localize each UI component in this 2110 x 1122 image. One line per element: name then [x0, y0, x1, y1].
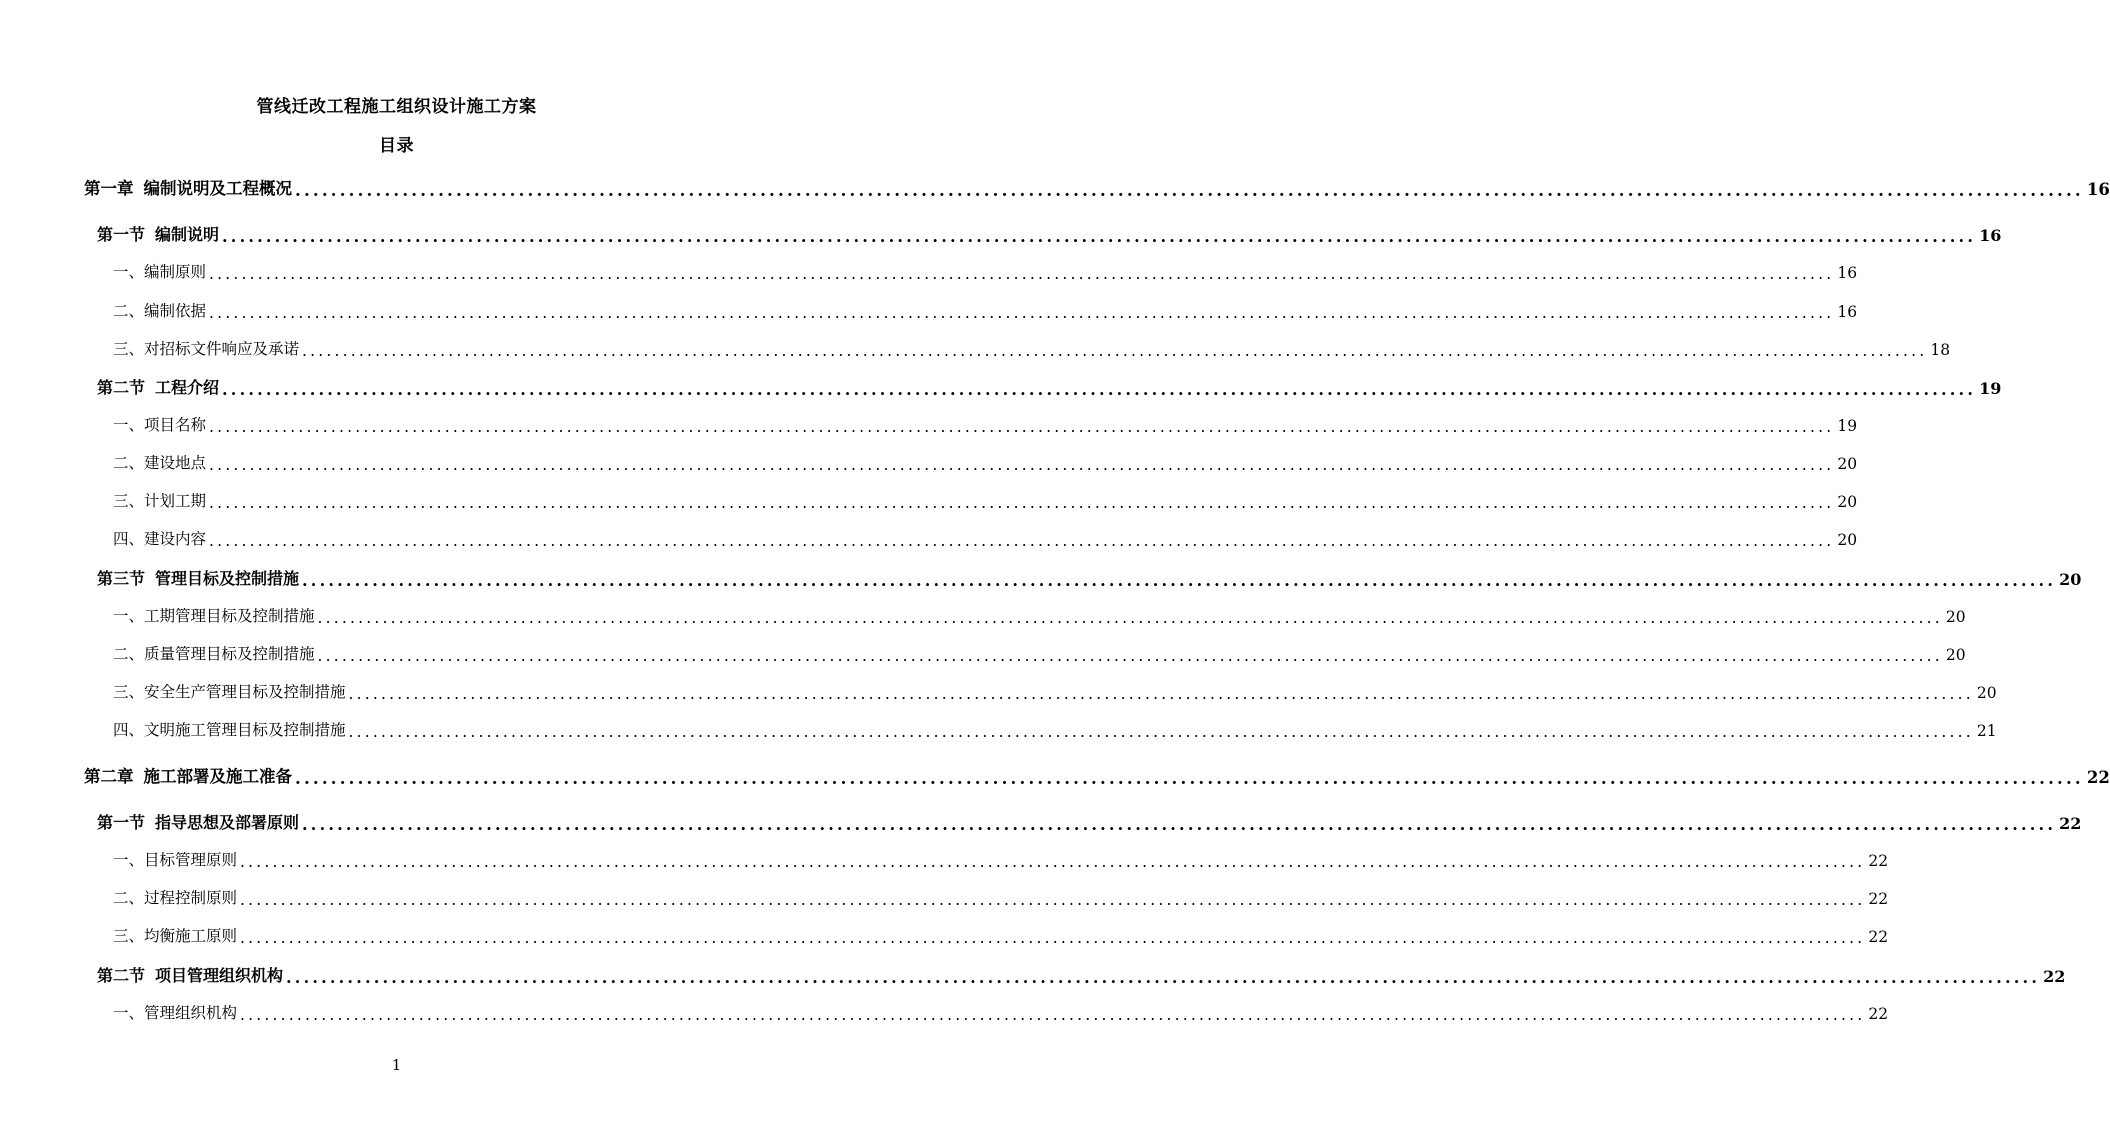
toc-leader-dots: ........................................................................................................................................................................................................ — [240, 1005, 1866, 1024]
page-number: 1 — [391, 1056, 402, 1074]
toc-entry-text: 施工部署及施工准备 — [143, 767, 292, 786]
toc-leader-dots: ........................................................................................................................................................................................................ — [209, 264, 1835, 283]
toc-entry-text: 项目管理组织机构 — [155, 966, 284, 985]
toc-entry-label: 三、均衡施工原则 — [113, 927, 238, 945]
toc-entry-label — [84, 763, 292, 787]
toc-entry-label: 四、文明施工管理目标及控制措施 — [113, 721, 346, 739]
toc-entry-chapter[interactable] — [84, 763, 2110, 788]
toc-entry-number: 第三节 — [97, 569, 146, 588]
toc-leader-dots: ........................................................................................................................................................................................................ — [240, 852, 1866, 871]
toc-entry-item[interactable] — [113, 1001, 1889, 1024]
toc-entry-number: 第一节 — [97, 813, 146, 832]
toc-entry-item[interactable] — [113, 680, 1997, 703]
toc-leader-dots: ........................................................................................................................................................................................................ — [295, 180, 2084, 200]
toc-entry-text: 编制说明 — [155, 225, 220, 244]
toc-entry-section[interactable] — [97, 375, 2002, 399]
toc-entry-item[interactable] — [113, 718, 1997, 741]
toc-entry-page: 22 — [1868, 1005, 1889, 1023]
toc-entry-section[interactable] — [97, 963, 2066, 987]
toc-entry-page: 20 — [1837, 493, 1858, 511]
toc-entry-page: 19 — [1837, 417, 1858, 435]
toc-entry-item[interactable] — [113, 260, 1858, 283]
toc-entry-number: 第一章 — [84, 179, 134, 198]
toc-entry-label: 二、过程控制原则 — [113, 889, 238, 907]
toc-entry-label: 一、编制原则 — [113, 263, 207, 281]
toc-entry-item[interactable] — [113, 337, 1951, 360]
toc-leader-dots: ........................................................................................................................................................................................................ — [240, 890, 1866, 909]
toc-entry-label — [97, 566, 299, 589]
toc-entry-page: 22 — [2086, 768, 2110, 787]
toc-entry-page: 20 — [1976, 684, 1997, 702]
toc-entry-number: 第一节 — [97, 225, 146, 244]
toc-leader-dots: ........................................................................................................................................................................................................ — [209, 531, 1835, 550]
toc-entry-item[interactable] — [113, 848, 1889, 871]
toc-entry-page: 22 — [1868, 852, 1889, 870]
toc-entry-label — [97, 963, 283, 986]
toc-entry-page: 20 — [1945, 608, 1966, 626]
toc-leader-dots: ........................................................................................................................................................................................................ — [317, 608, 1943, 627]
toc-entry-label — [97, 375, 219, 398]
toc-entry-item[interactable] — [113, 299, 1858, 322]
toc-entry-page: 21 — [1976, 722, 1997, 740]
toc-entry-chapter[interactable] — [84, 175, 2110, 200]
toc-entry-page: 22 — [1868, 928, 1889, 946]
toc-entry-label: 三、对招标文件响应及承诺 — [113, 340, 300, 358]
toc-entry-label — [97, 810, 299, 833]
toc-leader-dots: ........................................................................................................................................................................................................ — [209, 455, 1835, 474]
toc-entry-number: 第二节 — [97, 378, 146, 397]
toc-entry-label: 二、质量管理目标及控制措施 — [113, 645, 315, 663]
toc-entry-page: 20 — [1837, 531, 1858, 549]
toc-entry-section[interactable] — [97, 222, 2002, 246]
toc-leader-dots: ........................................................................................................................................................................................................ — [222, 380, 1977, 399]
toc-leader-dots: ........................................................................................................................................................................................................ — [348, 722, 1974, 741]
toc-entry-item[interactable] — [113, 489, 1858, 512]
document-title: 管线迁改工程施工组织设计施工方案 — [256, 97, 537, 117]
toc-entry-page: 19 — [1979, 379, 2002, 398]
toc-entry-item[interactable] — [113, 413, 1858, 436]
toc-entry-text: 工程介绍 — [155, 378, 220, 397]
toc-entry-page: 16 — [2086, 180, 2110, 199]
toc-leader-dots: ........................................................................................................................................................................................................ — [317, 646, 1943, 665]
toc-leader-dots: ........................................................................................................................................................................................................ — [209, 303, 1835, 322]
toc-entry-page: 22 — [1868, 890, 1889, 908]
toc-leader-dots: ........................................................................................................................................................................................................ — [222, 227, 1977, 246]
toc-entry-page: 16 — [1837, 264, 1858, 282]
toc-entry-page: 20 — [1945, 646, 1966, 664]
toc-entry-page: 20 — [1837, 455, 1858, 473]
toc-entry-label: 一、工期管理目标及控制措施 — [113, 607, 315, 625]
toc-entry-section[interactable] — [97, 566, 2082, 590]
toc-leader-dots: ........................................................................................................................................................................................................ — [295, 768, 2084, 788]
toc-entry-item[interactable] — [113, 527, 1858, 550]
toc-leader-dots: ........................................................................................................................................................................................................ — [209, 417, 1835, 436]
toc-entry-item[interactable] — [113, 886, 1889, 909]
toc-entry-page: 16 — [1979, 226, 2002, 245]
toc-entry-item[interactable] — [113, 604, 1966, 627]
toc-entry-label: 四、建设内容 — [113, 530, 207, 548]
toc-leader-dots: ........................................................................................................................................................................................................ — [240, 928, 1866, 947]
toc-entry-page: 22 — [2059, 814, 2082, 833]
toc-leader-dots: ........................................................................................................................................................................................................ — [348, 684, 1974, 703]
toc-entry-page: 22 — [2043, 967, 2066, 986]
toc-entry-item[interactable] — [113, 642, 1966, 665]
toc-leader-dots: ........................................................................................................................................................................................................ — [302, 815, 2057, 834]
toc-entry-page: 20 — [2059, 570, 2082, 589]
toc-heading: 目录 — [379, 136, 414, 156]
toc-entry-text: 编制说明及工程概况 — [143, 179, 292, 198]
toc-entry-label: 一、目标管理原则 — [113, 851, 238, 869]
toc-entry-label: 一、项目名称 — [113, 416, 207, 434]
toc-leader-dots: ........................................................................................................................................................................................................ — [209, 493, 1835, 512]
toc-leader-dots: ........................................................................................................................................................................................................ — [286, 968, 2041, 987]
toc-entry-label: 二、建设地点 — [113, 454, 207, 472]
toc-entry-label: 一、管理组织机构 — [113, 1004, 238, 1022]
toc-entry-section[interactable] — [97, 810, 2082, 834]
toc-entry-label: 三、安全生产管理目标及控制措施 — [113, 683, 346, 701]
toc-entry-text: 管理目标及控制措施 — [155, 569, 300, 588]
toc-entry-page: 16 — [1837, 303, 1858, 321]
toc-entry-label: 三、计划工期 — [113, 492, 207, 510]
toc-entry-number: 第二节 — [97, 966, 146, 985]
toc-entry-number: 第二章 — [84, 767, 134, 786]
toc-entry-text: 指导思想及部署原则 — [155, 813, 300, 832]
toc-leader-dots: ........................................................................................................................................................................................................ — [302, 341, 1928, 360]
toc-entry-label: 二、编制依据 — [113, 302, 207, 320]
toc-entry-label — [84, 175, 292, 199]
toc-entry-item[interactable] — [113, 924, 1889, 947]
toc-entry-page: 18 — [1930, 341, 1951, 359]
toc-leader-dots: ........................................................................................................................................................................................................ — [302, 571, 2057, 590]
toc-entry-label — [97, 222, 219, 245]
toc-entry-item[interactable] — [113, 451, 1858, 474]
